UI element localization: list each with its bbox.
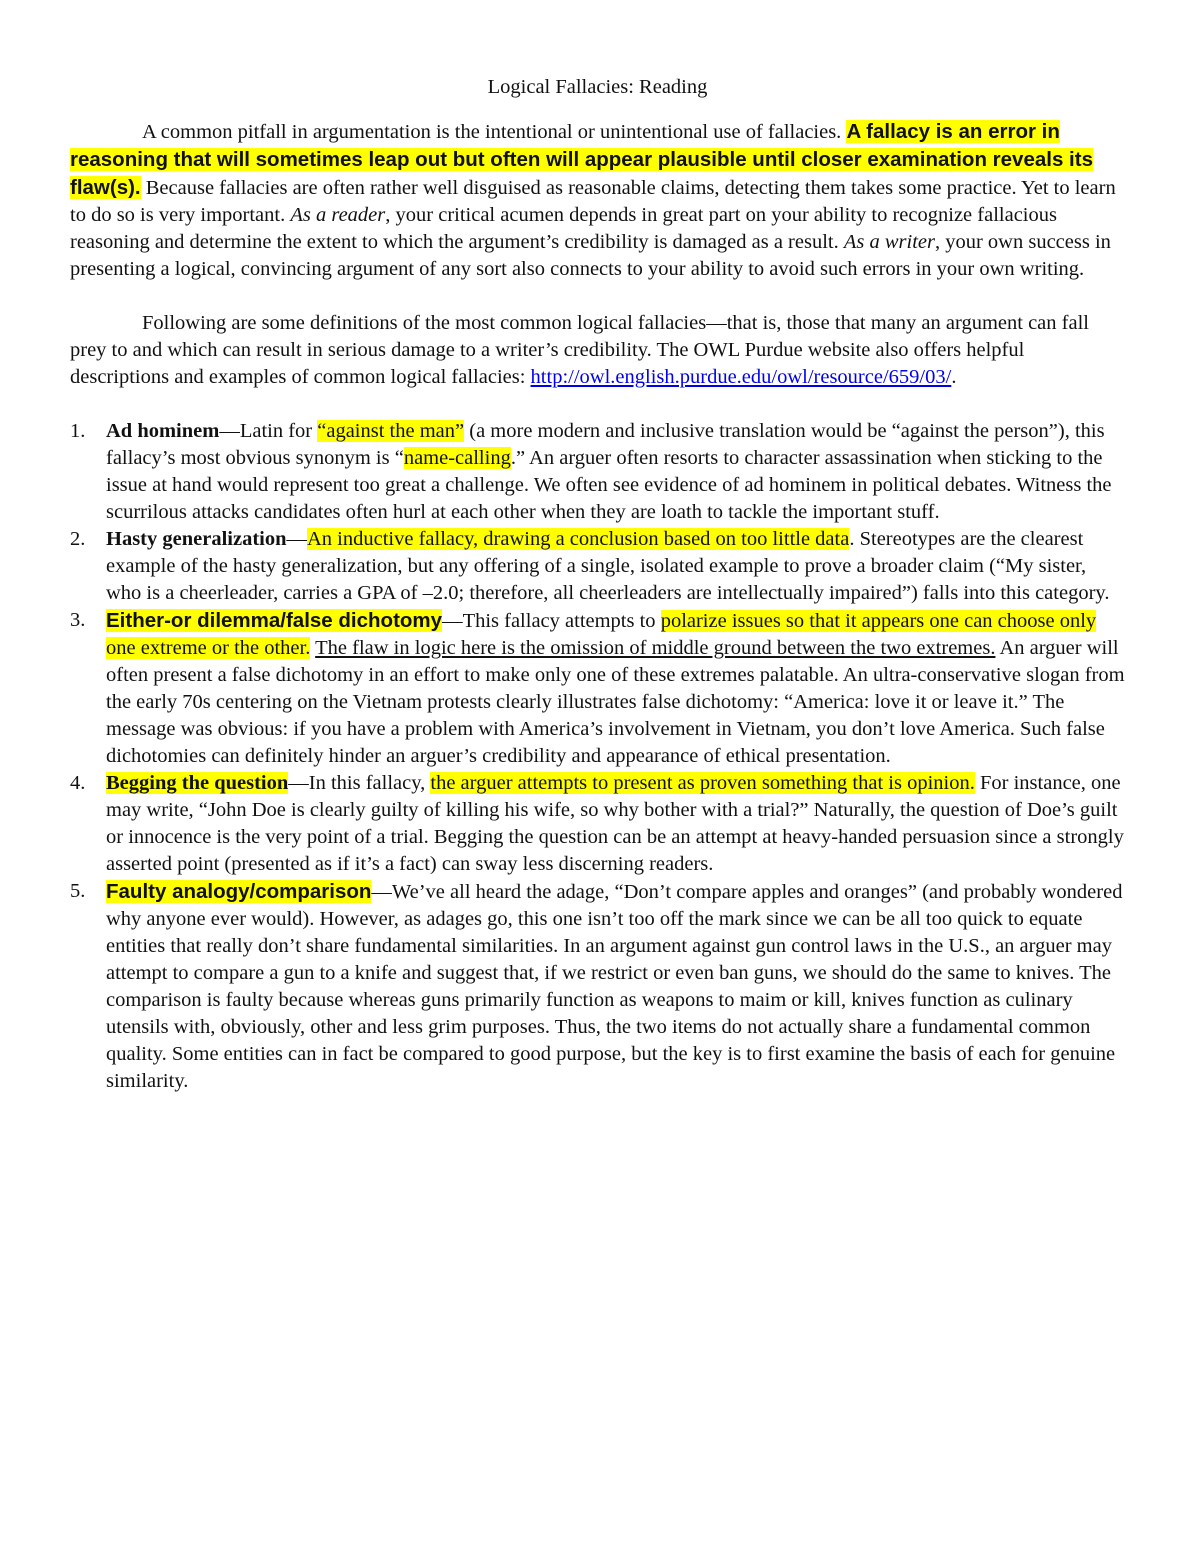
writer-emphasis: As a writer — [843, 231, 935, 253]
fallacy-text: —Latin for — [219, 420, 318, 442]
intro-text: Because fallacies are often rather well disguised as reasonable claims, detecting them takes some practice. Yet to learn to do so is very important. — [70, 177, 1116, 226]
fallacy-highlight: name-calling — [403, 447, 511, 469]
intro-text: , your own success in presenting a logical, convincing argument of any sort also connects to your ability to avoid such errors in your own writing. — [70, 231, 1111, 280]
fallacy-item-hasty-generalization — [70, 526, 1125, 607]
definitions-text: Following are some definitions of the most common logical fallacies—that is, those that many an argument can fall prey to and which can result in serious damage to a writer’s credibility. The OWL Purdue website also offers helpful descriptions and examples of common logical fallacies: — [70, 312, 1089, 388]
fallacy-text: (a more modern and inclusive translation would be “against the person”), this fallacy’s most obvious synonym is “ — [106, 420, 1105, 469]
intro-text: , your critical acumen depends in great part on your ability to recognize fallacious reasoning and determine the extent to which the argument’s credibility is damaged as a result. — [70, 204, 1057, 253]
owl-purdue-link[interactable]: http://owl.english.purdue.edu/owl/resource/659/03/ — [530, 366, 952, 388]
list-number: 4. — [70, 772, 86, 794]
fallacy-underline: The flaw in logic here is the omission of middle ground between the two extremes. — [315, 637, 996, 659]
fallacy-text: — — [286, 528, 307, 550]
intro-text: A common pitfall in argumentation is the intentional or unintentional use of fallacies. — [142, 121, 847, 143]
fallacy-term: Begging the question — [106, 772, 289, 794]
fallacy-highlight: the arguer attempts to present as proven something that is opinion. — [430, 772, 975, 794]
reader-emphasis: As a reader — [290, 204, 386, 226]
fallacy-text: An arguer will often present a false dichotomy in an effort to make only one of these extremes palatable. An ultra-conservative slogan from the early 70s centering on the Vietnam protests clearly illustrates false dichotomy: “America: love it or leave it.” The message was obvious: if you have a problem with America’s involvement in Vietnam, you don’t love America. Such false dichotomies can definitely hinder an arguer’s credibility and appearance of ethical presentation. — [106, 637, 1125, 767]
definitions-paragraph — [70, 310, 1125, 391]
fallacy-term: Ad hominem — [106, 420, 220, 442]
fallacy-highlight: polarize issues so that it appears one can choose only one extreme or the other. — [106, 610, 1097, 659]
fallacy-term: Hasty generalization — [106, 528, 287, 550]
fallacy-term: Faulty analogy/comparison — [106, 880, 372, 903]
fallacy-term: Either-or dilemma/false dichotomy — [106, 609, 443, 632]
fallacy-definition-highlight: A fallacy is an error in reasoning that will sometimes leap out but often will appear plausible until closer examination reveals its flaw(s). — [70, 120, 1093, 199]
fallacy-list — [70, 418, 1125, 1095]
paragraph-spacer — [70, 391, 1125, 418]
fallacy-item-begging-the-question — [70, 770, 1125, 878]
fallacy-text: .” An arguer often resorts to character assassination when sticking to the issue at hand would represent too great a challenge. We often see evidence of ad hominem in political debates. Witness the scurrilous attacks candidates often hurl at each other when they are loath to tackle the important stuff. — [106, 447, 1112, 523]
fallacy-highlight: “against the man” — [317, 420, 465, 442]
definitions-end: . — [951, 366, 957, 388]
fallacy-text: —In this fallacy, — [288, 772, 431, 794]
fallacy-text: For instance, one may write, “John Doe is clearly guilty of killing his wife, so why bother with a trial?” Naturally, the question of Doe’s guilt or innocence is the very point of a trial. Begging the question can be an attempt at heavy-handed persuasion since a strongly asserted point (presented as if it’s a fact) can sway less discerning readers. — [106, 772, 1124, 875]
fallacy-text: —We’ve all heard the adage, “Don’t compare apples and oranges” (and probably wondered why anyone ever would). However, as adages go, this one isn’t too off the mark since we can be all too quick to equate entities that really don’t share fundamental similarities. In an argument against gun control laws in the U.S., an arguer may attempt to compare a gun to a knife and suggest that, if we restrict or even ban guns, we should do the same to knives. The comparison is faulty because whereas guns primarily function as weapons to maim or kill, knives function as culinary utensils with, obviously, other and less grim purposes. Thus, the two items do not actually share a fundamental common quality. Some entities can in fact be compared to good purpose, but the key is to first examine the basis of each for genuine similarity. — [106, 881, 1123, 1092]
paragraph-spacer — [70, 283, 1125, 310]
list-number: 1. — [70, 420, 86, 442]
intro-paragraph — [70, 118, 1125, 283]
fallacy-text: —This fallacy attempts to — [442, 610, 661, 632]
fallacy-item-false-dichotomy — [70, 607, 1125, 770]
fallacy-item-ad-hominem — [70, 418, 1125, 526]
fallacy-item-faulty-analogy — [70, 878, 1125, 1095]
list-number: 5. — [70, 880, 86, 902]
list-number: 3. — [70, 609, 86, 631]
fallacy-text: . Stereotypes are the clearest example of the hasty generalization, but any offering of a single, isolated example to prove a broader claim (“My sister, who is a cheerleader, carries a GPA of –2.0; therefore, all cheerleaders are intellectually impaired”) falls into this category. — [106, 528, 1110, 604]
fallacy-highlight: An inductive fallacy, drawing a conclusion based on too little data — [307, 528, 850, 550]
list-number: 2. — [70, 528, 86, 550]
document-title: Logical Fallacies: Reading — [487, 76, 708, 98]
